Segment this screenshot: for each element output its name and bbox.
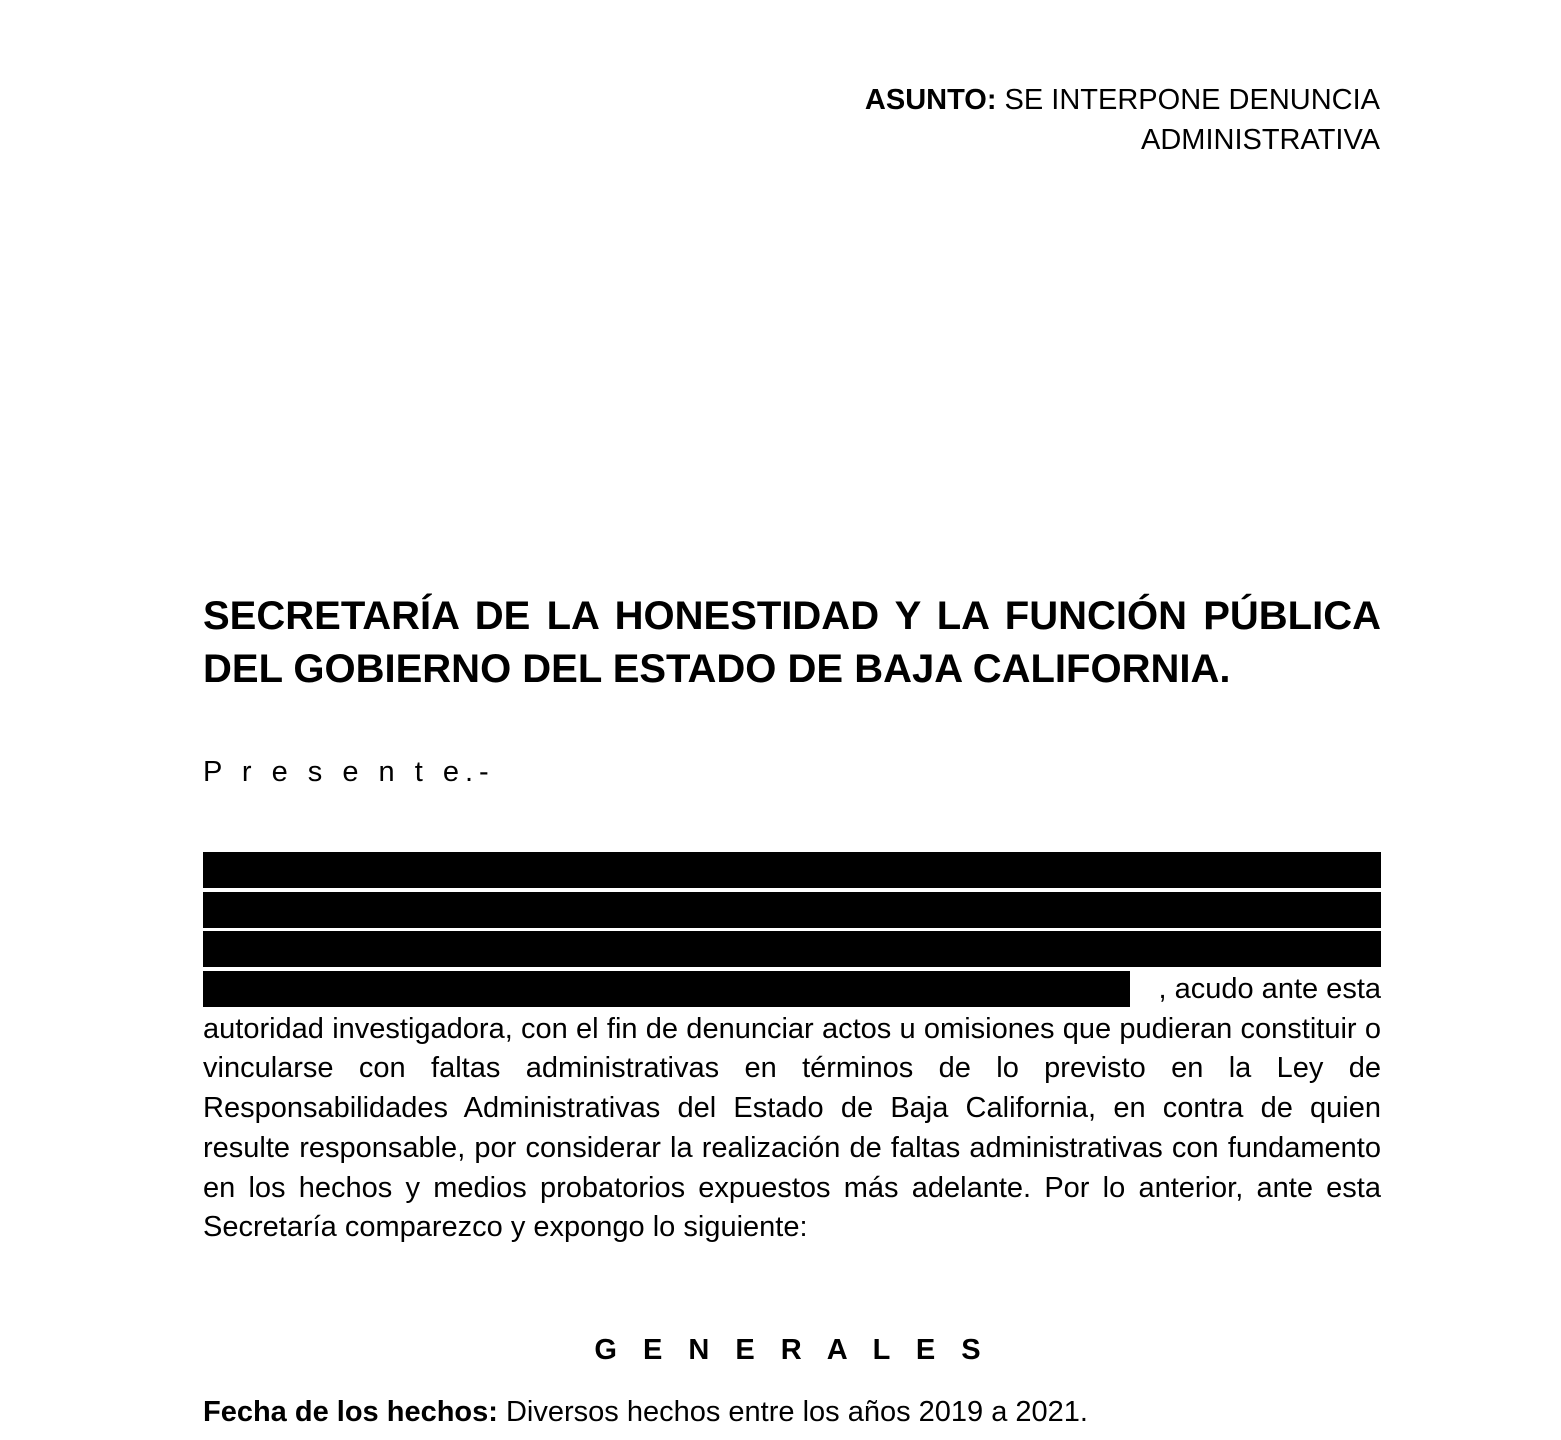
paragraph-text: autoridad investigadora, con el fin de denunciar actos u omisiones que pudieran constituir o vincularse con faltas administrativas en términos de lo previsto en la Ley de Responsabilidades Administrativas del Estado de Baja California, en contra de quien resulte responsable, por considerar la realización de faltas administrativas con fundamento en los hechos y medios probatorios expuestos más adelante. Por lo anterior, ante esta Secretaría comparezco y expongo lo siguiente: xyxy=(203,1012,1381,1244)
facts-date xyxy=(203,1392,1088,1432)
facts-date-label: Fecha de los hechos: xyxy=(203,1396,498,1428)
subject-text-2: ADMINISTRATIVA xyxy=(1141,124,1380,156)
subject-block xyxy=(760,80,1380,160)
subject-label: ASUNTO: xyxy=(864,84,997,116)
redaction-bar-1 xyxy=(203,852,1381,888)
body-paragraph xyxy=(203,970,1381,1248)
facts-date-value: Diversos hechos entre los años 2019 a 2021. xyxy=(505,1396,1088,1428)
section-title-generales: G E N E R A L E S xyxy=(594,1334,990,1366)
redaction-bar-2 xyxy=(203,892,1381,928)
subject-line-1 xyxy=(760,80,1380,120)
subject-text-1: SE INTERPONE DENUNCIA xyxy=(1004,84,1380,116)
first-line-tail: , acudo ante esta xyxy=(1158,973,1381,1005)
greeting: P r e s e n t e.- xyxy=(203,756,495,788)
redaction-bar-3 xyxy=(203,931,1381,967)
addressee-heading: SECRETARÍA DE LA HONESTIDAD Y LA FUNCIÓN PÚBLICA DEL GOBIERNO DEL ESTADO DE BAJA CALIFORNIA. xyxy=(203,594,1381,691)
